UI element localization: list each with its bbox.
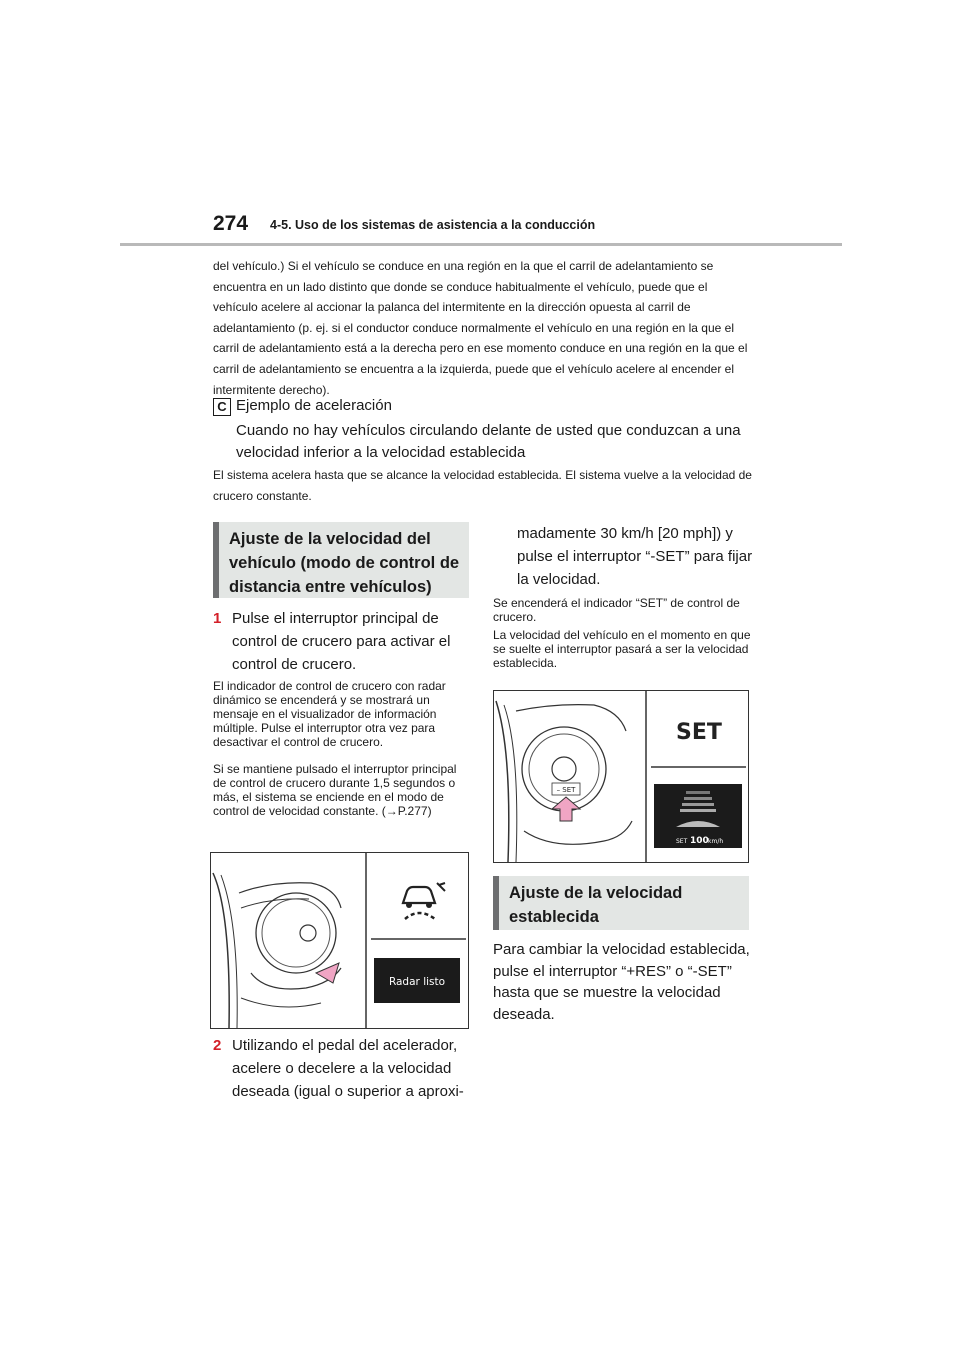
figure-set-switch (493, 690, 749, 863)
step-2 (213, 1034, 473, 1103)
minus-set-label: – SET (556, 786, 576, 794)
display-unit: km/h (708, 838, 724, 845)
header-rule (120, 243, 842, 246)
step-2-continued: madamente 30 km/h [20 mph]) y pulse el interruptor “-SET” para fijar la velocidad. (517, 525, 753, 588)
page-number: 274 (213, 212, 249, 235)
example-marker: C (213, 398, 231, 416)
step-1 (213, 607, 473, 676)
example-note: El sistema acelera hasta que se alcance la velocidad establecida. El sistema vuelve a la velocidad de crucero constante. (213, 468, 752, 503)
heading-adjust-speed: Ajuste de la velocidad del vehículo (modo de control de distancia entre vehículos) (213, 522, 469, 598)
set-speed-paragraph: Para cambiar la velocidad establecida, pulse el interruptor “+RES” o “-SET” hasta que se muestre la velocidad deseada. (493, 941, 750, 1023)
radar-ready-text: Radar listo (388, 976, 446, 988)
figure-main-switch (210, 852, 469, 1029)
step-number: 1 (213, 610, 222, 627)
intro-paragraph: del vehículo.) Si el vehículo se conduce en una región en la que el carril de adelantamiento se encuentra en un lado distinto que donde se conduce habitualmente el vehículo, puede que el vehículo acelere al accionar la palanca del intermitente en la dirección opuesta al carril de adelantamiento (p. ej. si el conductor conduce normalmente el vehículo en una región en la que el carril de adelantamiento está a la derecha pero en ese momento conduce en una región en la que el carril de adelantamiento se encuentra a la izquierda, puede que el vehículo acelere al encender el intermitente derecho). (213, 259, 748, 397)
section-title: 4-5. Uso de los sistemas de asistencia a la conducción (270, 218, 596, 232)
step-text: Pulse el interruptor principal de control de crucero para activar el control de crucero. (232, 610, 451, 673)
example-title: Ejemplo de aceleración (236, 397, 392, 414)
note-set-indicator: Se encenderá el indicador “SET” de control de crucero. (493, 596, 740, 624)
note-hold-switch: Si se mantiene pulsado el interruptor principal de control de crucero durante 1,5 segundos o más, el sistema se enciende en el modo de control de velocidad constante. (→P.277) (213, 762, 457, 818)
note-set-speed: La velocidad del vehículo en el momento en que se suelte el interruptor pasará a ser la velocidad establecida. (493, 628, 751, 670)
radar-cruise-icon (403, 883, 445, 919)
heading-set-speed: Ajuste de la velocidad establecida (493, 876, 749, 930)
steering-switch-illustration (211, 853, 468, 1028)
step-text: Utilizando el pedal del acelerador, acelere o decelere a la velocidad deseada (igual o superior a aproxi- (232, 1037, 464, 1100)
note-indicator: El indicador de control de crucero con radar dinámico se encenderá y se mostrará un mensaje en el visualizador de información múltiple. Pulse el interruptor otra vez para desactivar el control de crucero. (213, 679, 446, 749)
display-set-label: SET (676, 838, 688, 845)
set-switch-illustration (494, 691, 748, 862)
step-number: 2 (213, 1037, 222, 1054)
set-indicator-text: SET (676, 720, 722, 745)
display-speed: 100 (690, 836, 709, 846)
example-body: Cuando no hay vehículos circulando delante de usted que conduzcan a una velocidad inferior a la velocidad establecida (236, 422, 741, 461)
